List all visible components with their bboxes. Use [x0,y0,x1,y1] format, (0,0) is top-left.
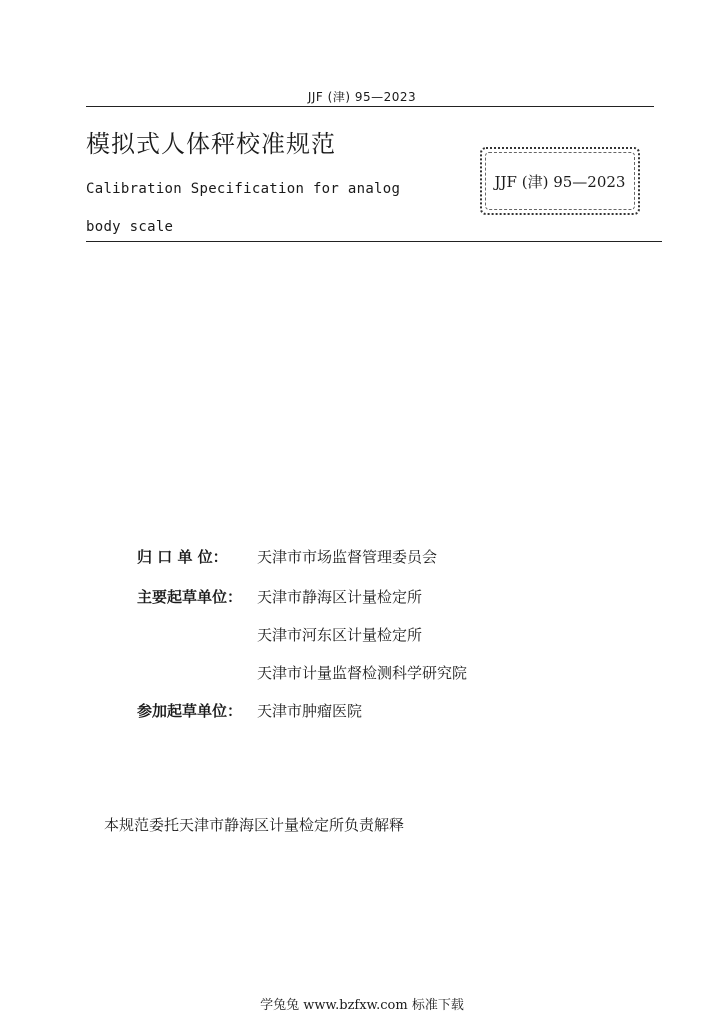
header-rule [86,106,654,107]
title-english-line-1: Calibration Specification for analog [86,181,401,197]
title-english-line-2: body scale [86,219,174,235]
title-chinese: 模拟式人体秤校准规范 [86,130,336,158]
main-drafter-2: 天津市河东区计量检定所 [257,626,423,644]
responsible-unit-row [137,546,437,570]
responsible-unit-value: 天津市市场监督管理委员会 [257,548,438,566]
main-drafters-label: 主要起草单位： [137,588,243,606]
participating-drafters-row [137,700,362,724]
footer-watermark: 学兔兔 www.bzfxw.com 标准下载 [260,998,464,1013]
standard-code-box-text: JJF (津) 95—2023 [494,172,626,191]
participating-drafters-label: 参加起草单位： [137,702,243,720]
title-english [86,170,406,246]
title-rule [86,241,662,242]
interpretation-note: 本规范委托天津市静海区计量检定所负责解释 [104,816,405,834]
main-drafter-1: 天津市静海区计量检定所 [257,588,423,606]
header-standard-code: JJF (津) 95—2023 [307,90,417,104]
responsible-unit-label: 归 口 单 位： [137,548,228,566]
participating-drafter: 天津市肿瘤医院 [257,702,363,720]
standard-code-box [480,147,640,215]
main-drafter-3: 天津市计量监督检测科学研究院 [257,664,468,682]
main-drafters-row [137,586,422,610]
